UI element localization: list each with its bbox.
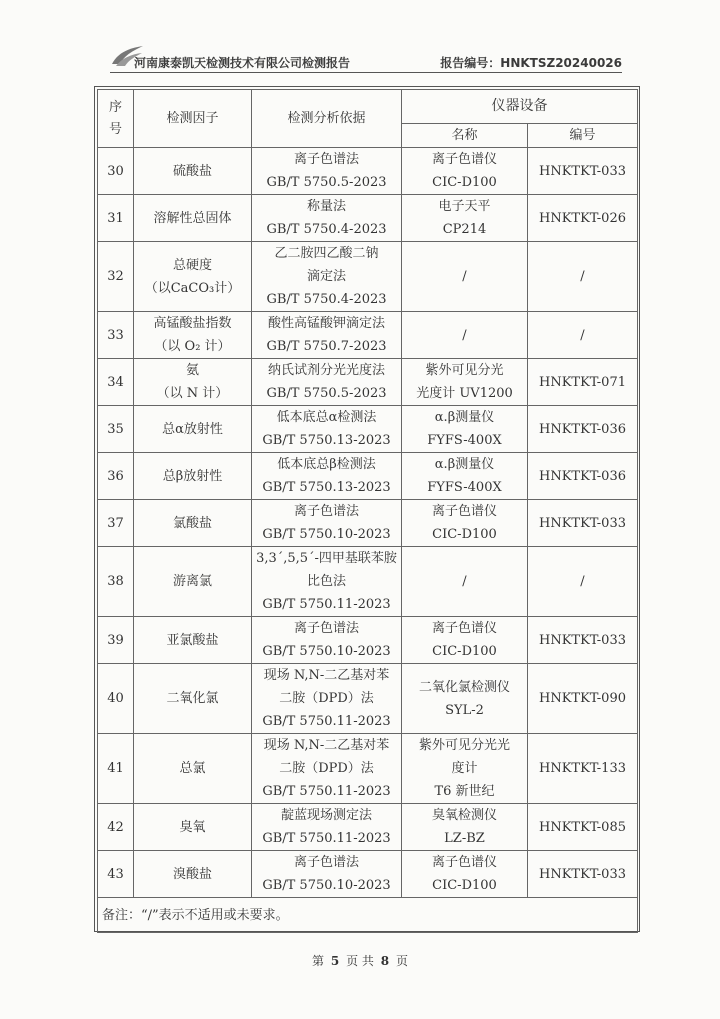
page-total: 8: [380, 954, 390, 968]
footer-gong: 共: [361, 954, 374, 968]
table-row: [98, 734, 638, 804]
row-method: 离子色谱法 GB/T 5750.5-2023: [252, 148, 402, 195]
row-method: 称量法 GB/T 5750.4-2023: [252, 195, 402, 242]
row-number: 38: [98, 547, 134, 617]
header-instrument-code: 编号: [528, 124, 638, 148]
row-instrument-code: /: [528, 312, 638, 359]
row-instrument-code: HNKTKT-026: [528, 195, 638, 242]
row-factor: 溶解性总固体: [134, 195, 252, 242]
page-header: [110, 42, 622, 72]
table-row: [98, 148, 638, 195]
row-method: 低本底总β检测法 GB/T 5750.13-2023: [252, 453, 402, 500]
row-method: 纳氏试剂分光光度法 GB/T 5750.5-2023: [252, 359, 402, 406]
footer-di: 第: [312, 954, 325, 968]
row-method: 低本底总α检测法 GB/T 5750.13-2023: [252, 406, 402, 453]
row-instrument-name: 臭氧检测仪 LZ-BZ: [402, 804, 528, 851]
report-number: 报告编号：HNKTSZ20240026: [440, 56, 622, 70]
row-instrument-name: 二氧化氯检测仪 SYL-2: [402, 664, 528, 734]
row-instrument-code: HNKTKT-085: [528, 804, 638, 851]
row-instrument-code: HNKTKT-090: [528, 664, 638, 734]
table-row: [98, 851, 638, 898]
row-factor: 氯酸盐: [134, 500, 252, 547]
row-number: 39: [98, 617, 134, 664]
header-instrument: 仪器设备: [402, 90, 638, 124]
row-factor: 总β放射性: [134, 453, 252, 500]
row-method: 酸性高锰酸钾滴定法 GB/T 5750.7-2023: [252, 312, 402, 359]
row-factor: 硫酸盐: [134, 148, 252, 195]
table-note: 备注：“/”表示不适用或未要求。: [98, 898, 638, 933]
row-instrument-code: HNKTKT-036: [528, 453, 638, 500]
row-factor: 氨 （以 N 计）: [134, 359, 252, 406]
row-instrument-name: 离子色谱仪 CIC-D100: [402, 148, 528, 195]
table-row: [98, 804, 638, 851]
row-instrument-name: 紫外可见分光 光度计 UV1200: [402, 359, 528, 406]
page-footer: [0, 952, 720, 969]
row-instrument-code: HNKTKT-071: [528, 359, 638, 406]
footer-ye2: 页: [395, 954, 408, 968]
row-number: 32: [98, 242, 134, 312]
table-row: [98, 664, 638, 734]
row-method: 3,3´,5,5´-四甲基联苯胺 比色法 GB/T 5750.11-2023: [252, 547, 402, 617]
row-factor: 游离氯: [134, 547, 252, 617]
row-instrument-code: HNKTKT-133: [528, 734, 638, 804]
footer-ye: 页: [346, 954, 359, 968]
row-instrument-name: /: [402, 547, 528, 617]
header-seq: 序 号: [98, 90, 134, 148]
row-instrument-code: /: [528, 547, 638, 617]
row-instrument-name: 离子色谱仪 CIC-D100: [402, 851, 528, 898]
company-report-title: 河南康泰凯天检测技术有限公司检测报告: [134, 56, 351, 70]
row-number: 37: [98, 500, 134, 547]
row-number: 43: [98, 851, 134, 898]
table-row: [98, 195, 638, 242]
row-instrument-code: HNKTKT-036: [528, 406, 638, 453]
row-method: 现场 N,N-二乙基对苯 二胺（DPD）法 GB/T 5750.11-2023: [252, 734, 402, 804]
row-number: 35: [98, 406, 134, 453]
row-number: 33: [98, 312, 134, 359]
row-instrument-name: /: [402, 242, 528, 312]
table-row: [98, 359, 638, 406]
row-instrument-name: 离子色谱仪 CIC-D100: [402, 500, 528, 547]
row-number: 36: [98, 453, 134, 500]
row-instrument-name: /: [402, 312, 528, 359]
row-method: 离子色谱法 GB/T 5750.10-2023: [252, 851, 402, 898]
row-instrument-name: 离子色谱仪 CIC-D100: [402, 617, 528, 664]
row-number: 41: [98, 734, 134, 804]
row-instrument-name: 紫外可见分光光 度计 T6 新世纪: [402, 734, 528, 804]
row-method: 乙二胺四乙酸二钠 滴定法 GB/T 5750.4-2023: [252, 242, 402, 312]
row-instrument-code: HNKTKT-033: [528, 851, 638, 898]
row-factor: 总硬度 （以CaCO₃计）: [134, 242, 252, 312]
table-row: [98, 617, 638, 664]
detection-table: [97, 89, 638, 933]
row-factor: 总氯: [134, 734, 252, 804]
page-number: 5: [330, 954, 340, 968]
row-method: 离子色谱法 GB/T 5750.10-2023: [252, 500, 402, 547]
row-number: 31: [98, 195, 134, 242]
row-instrument-code: HNKTKT-033: [528, 617, 638, 664]
row-factor: 二氧化氯: [134, 664, 252, 734]
row-method: 靛蓝现场测定法 GB/T 5750.11-2023: [252, 804, 402, 851]
row-method: 现场 N,N-二乙基对苯 二胺（DPD）法 GB/T 5750.11-2023: [252, 664, 402, 734]
table-body: [98, 148, 638, 898]
header-instrument-name: 名称: [402, 124, 528, 148]
row-instrument-name: α.β测量仪 FYFS-400X: [402, 406, 528, 453]
table-row: [98, 453, 638, 500]
row-factor: 臭氧: [134, 804, 252, 851]
row-instrument-code: /: [528, 242, 638, 312]
row-method: 离子色谱法 GB/T 5750.10-2023: [252, 617, 402, 664]
row-number: 40: [98, 664, 134, 734]
row-factor: 总α放射性: [134, 406, 252, 453]
row-instrument-name: α.β测量仪 FYFS-400X: [402, 453, 528, 500]
table-row: [98, 406, 638, 453]
table-row: [98, 242, 638, 312]
row-instrument-code: HNKTKT-033: [528, 500, 638, 547]
row-number: 34: [98, 359, 134, 406]
header-method: 检测分析依据: [252, 90, 402, 148]
header-factor: 检测因子: [134, 90, 252, 148]
table-row: [98, 312, 638, 359]
row-factor: 溴酸盐: [134, 851, 252, 898]
row-instrument-code: HNKTKT-033: [528, 148, 638, 195]
row-number: 42: [98, 804, 134, 851]
row-factor: 亚氯酸盐: [134, 617, 252, 664]
table-row: [98, 547, 638, 617]
row-instrument-name: 电子天平 CP214: [402, 195, 528, 242]
header-divider: [110, 72, 622, 73]
row-number: 30: [98, 148, 134, 195]
table-row: [98, 500, 638, 547]
row-factor: 高锰酸盐指数 （以 O₂ 计）: [134, 312, 252, 359]
